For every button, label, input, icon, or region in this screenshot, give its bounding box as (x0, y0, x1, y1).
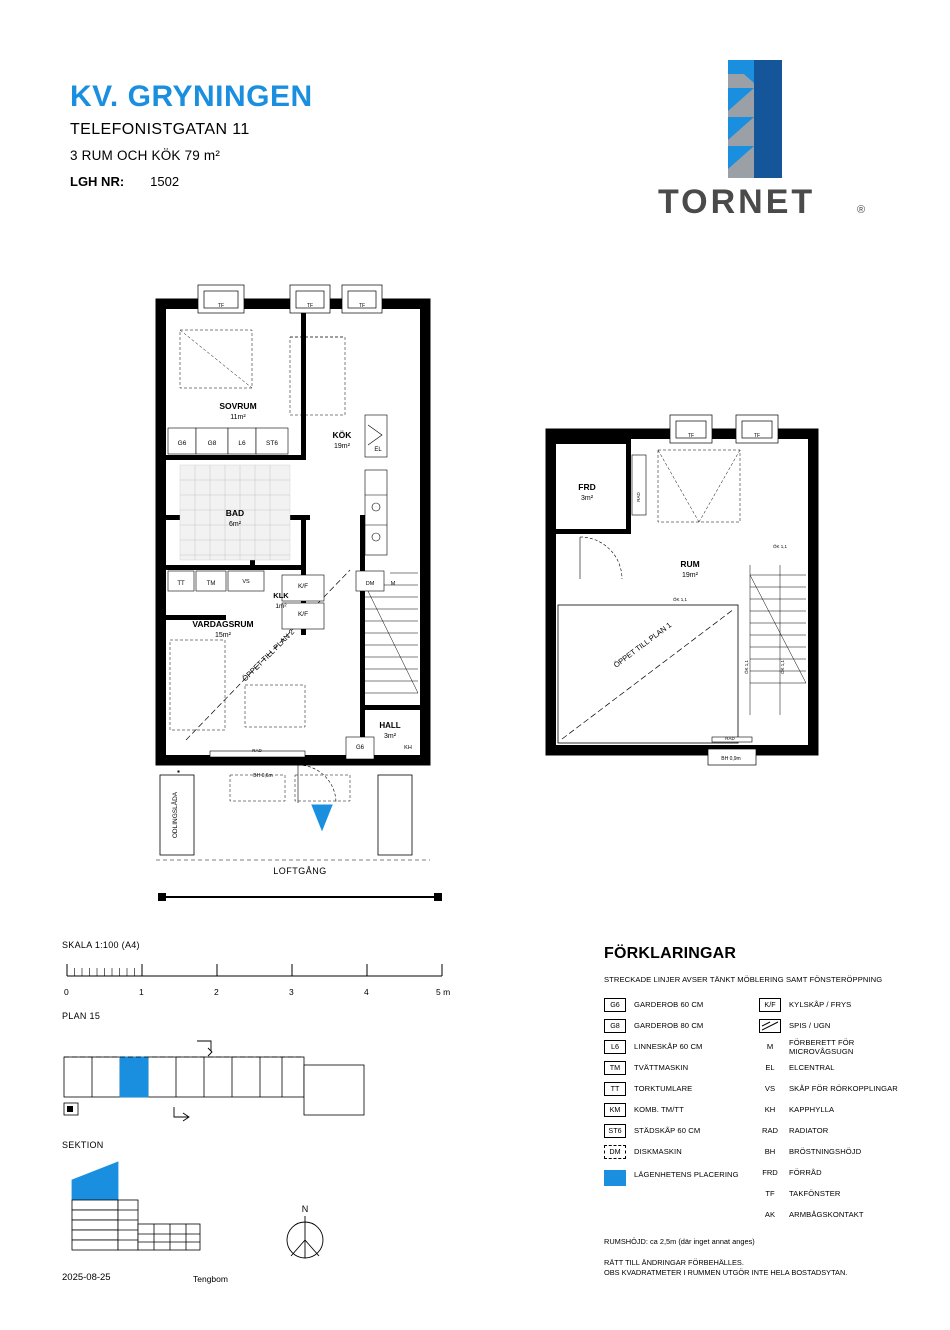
floorplan-level-2 (540, 415, 830, 805)
legend-item (604, 1078, 749, 1099)
scale-tick: 5 m (436, 987, 451, 997)
svg-text:ST6: ST6 (266, 440, 278, 447)
disclaimer (604, 1258, 904, 1279)
document-header (70, 80, 313, 189)
section-diagram (62, 1152, 302, 1257)
svg-text:VS: VS (242, 579, 250, 585)
legend-item (604, 1120, 749, 1141)
legend-item (604, 1015, 749, 1036)
page-title (70, 80, 313, 113)
legend-item (759, 1141, 904, 1162)
svg-text:G6: G6 (355, 745, 365, 751)
legend-item (759, 1162, 904, 1183)
legend-text: RADIATOR (789, 1126, 829, 1135)
legend-column-right (759, 994, 904, 1225)
scale-tick: 0 (64, 987, 69, 997)
legend-text: LÄGENHETENS PLACERING (634, 1170, 739, 1179)
legend-symbol-m: M (766, 1042, 774, 1051)
legend-symbol-stove (759, 1019, 781, 1033)
room-height-note: RUMSHÖJD: ca 2,5m (där inget annat anges) (604, 1237, 755, 1246)
title-name: GRYNINGEN (127, 80, 313, 113)
legend-text: TORKTUMLARE (634, 1084, 693, 1093)
scale-ruler (62, 960, 452, 982)
svg-text:VARDAGSRUM: VARDAGSRUM (192, 619, 254, 629)
legend-item (759, 1015, 904, 1036)
svg-text:RAD: RAD (636, 492, 641, 502)
tower-icon (728, 60, 782, 178)
legend-item (759, 1183, 904, 1204)
loftgang-bar (150, 888, 450, 906)
svg-text:TM: TM (206, 581, 216, 587)
svg-text:K/F: K/F (297, 583, 309, 590)
legend-symbol-tf: TF (765, 1189, 775, 1198)
legend-text: BRÖSTNINGSHÖJD (789, 1147, 862, 1156)
legend-symbol-frd: FRD (762, 1168, 778, 1177)
svg-text:TF: TF (306, 303, 314, 309)
scale-tick: 4 (364, 987, 369, 997)
legend-symbol-tm: TM (604, 1061, 626, 1075)
svg-text:M: M (390, 581, 396, 587)
legend-text: SKÅP FÖR RÖRKOPPLINGAR (789, 1084, 898, 1093)
scale-title: SKALA 1:100 (A4) (62, 940, 140, 950)
legend-symbol-g8: G8 (604, 1019, 626, 1033)
floorplan-level-1 (150, 285, 450, 865)
legend-item (604, 1170, 749, 1204)
svg-text:L6: L6 (238, 440, 246, 447)
svg-text:BH 0,9m: BH 0,9m (721, 756, 741, 762)
svg-text:19m²: 19m² (334, 443, 350, 450)
scale-tick: 2 (214, 987, 219, 997)
legend-column-left (604, 994, 749, 1225)
legend-note: STRECKADE LINJER AVSER TÄNKT MÖBLERING SAMT FÖNSTERÖPPNING (604, 975, 883, 984)
svg-text:3m²: 3m² (383, 733, 397, 740)
legend-symbol-apartment-location (604, 1170, 626, 1186)
legend-symbol-tt: TT (604, 1082, 626, 1096)
legend-item (759, 994, 904, 1015)
room-summary: 3 RUM OCH KÖK 79 m² (70, 148, 221, 163)
scale-tick: 1 (139, 987, 144, 997)
svg-text:EL: EL (374, 447, 382, 453)
legend-text: LINNESKÅP 60 CM (634, 1042, 703, 1051)
legend-symbol-bh: BH (764, 1147, 776, 1156)
architect-name: Tengbom (193, 1274, 228, 1284)
svg-text:RAD: RAD (252, 748, 262, 753)
tornet-logo (650, 55, 880, 225)
scale-tick: 3 (289, 987, 294, 997)
logo-wordmark: TORNET (658, 183, 816, 221)
svg-text:6m²: 6m² (228, 521, 242, 528)
legend-text: TVÄTTMASKIN (634, 1063, 689, 1072)
legend-text: ARMBÅGSKONTAKT (789, 1210, 864, 1219)
compass-north-label: N (301, 1204, 309, 1214)
legend-symbol-kf: K/F (759, 998, 781, 1012)
svg-text:KLK: KLK (273, 591, 289, 600)
legend-symbol-ak: AK (764, 1210, 776, 1219)
apartment-number-row (70, 174, 313, 189)
scale-ticks (62, 987, 462, 999)
legend-symbol-kh: KH (764, 1105, 776, 1114)
scale-block (62, 940, 462, 1021)
legend-symbol-l6: L6 (604, 1040, 626, 1054)
legend-item (759, 1120, 904, 1141)
legend-text: FÖRBERETT FÖR MICROVÅGSUGN (789, 1037, 855, 1056)
svg-text:G8: G8 (207, 440, 217, 447)
svg-text:K/F: K/F (297, 611, 309, 618)
legend-text: DISKMASKIN (634, 1147, 682, 1156)
legend-symbol-rad: RAD (761, 1126, 779, 1135)
legend-text: KOMB. TM/TT (634, 1105, 684, 1114)
legend-item (759, 1204, 904, 1225)
legend-item (604, 1099, 749, 1120)
logo-registered: ® (857, 204, 866, 216)
legend-text: ELCENTRAL (789, 1063, 835, 1072)
svg-text:TF: TF (358, 303, 366, 309)
svg-text:ÖK 1,1: ÖK 1,1 (780, 659, 785, 675)
legend-item (604, 1057, 749, 1078)
legend-symbol-g6: G6 (604, 998, 626, 1012)
svg-text:TF: TF (217, 303, 225, 309)
document-date: 2025-08-25 (62, 1272, 111, 1283)
svg-text:ÖK 1,1: ÖK 1,1 (772, 544, 788, 549)
svg-text:11m²: 11m² (230, 414, 246, 421)
legend-text: GARDEROB 60 CM (634, 1000, 704, 1009)
legend-text: KYLSKÅP / FRYS (789, 1000, 852, 1009)
legend-symbol-vs: VS (764, 1084, 776, 1093)
svg-text:ÖPPET TILL PLAN 1: ÖPPET TILL PLAN 1 (611, 620, 674, 670)
title-prefix: KV. (70, 80, 119, 113)
disclaimer-line-2: OBS KVADRATMETER I RUMMEN UTGÖR INTE HELA BOSTADSYTAN. (604, 1268, 848, 1278)
svg-text:ÖK 1,1: ÖK 1,1 (744, 659, 749, 675)
svg-text:HALL: HALL (379, 721, 401, 730)
svg-text:SOVRUM: SOVRUM (219, 401, 257, 411)
legend-text: TAKFÖNSTER (789, 1189, 841, 1198)
compass-rose (275, 1200, 335, 1262)
svg-text:BAD: BAD (225, 508, 245, 518)
svg-text:DM: DM (365, 581, 375, 587)
svg-text:TT: TT (177, 581, 185, 587)
loftgang-label: LOFTGÅNG (273, 866, 327, 876)
svg-text:KH: KH (404, 745, 412, 751)
keyplan-diagram (62, 1035, 392, 1130)
legend-item (759, 1057, 904, 1078)
svg-text:ÖPPET TILL PLAN 2: ÖPPET TILL PLAN 2 (240, 627, 297, 684)
legend-item (759, 1099, 904, 1120)
svg-text:FRD: FRD (578, 482, 596, 492)
legend-text: KAPPHYLLA (789, 1105, 835, 1114)
svg-text:BH 0,6m: BH 0,6m (253, 773, 273, 779)
legend-item (759, 1078, 904, 1099)
legend-item (604, 1036, 749, 1057)
legend-symbol-km: KM (604, 1103, 626, 1117)
apartment-number-value: 1502 (150, 174, 180, 189)
legend-item (604, 1141, 749, 1162)
svg-text:ODLINGSLÅDA: ODLINGSLÅDA (172, 791, 179, 839)
svg-text:ÖK 1,1: ÖK 1,1 (672, 597, 688, 602)
legend-text: SPIS / UGN (789, 1021, 831, 1030)
legend-item (604, 994, 749, 1015)
legend-text: FÖRRÅD (789, 1168, 822, 1177)
svg-text:15m²: 15m² (215, 632, 231, 639)
section-label: SEKTION (62, 1140, 104, 1150)
apartment-number-label: LGH NR: (70, 174, 125, 189)
svg-text:TF: TF (687, 433, 695, 439)
disclaimer-line-1: RÄTT TILL ÄNDRINGAR FÖRBEHÄLLES. (604, 1257, 744, 1267)
legend-symbol-el: EL (765, 1063, 775, 1072)
svg-text:KÖK: KÖK (332, 430, 352, 440)
svg-text:TF: TF (753, 433, 761, 439)
legend-item (759, 1036, 904, 1057)
address: TELEFONISTGATAN 11 (70, 121, 250, 138)
legend-block (604, 945, 904, 1279)
svg-text:RAD: RAD (725, 736, 735, 741)
legend-heading: FÖRKLARINGAR (604, 945, 737, 962)
keyplan-label: PLAN 15 (62, 1011, 101, 1021)
svg-text:1m²: 1m² (275, 603, 287, 610)
legend-symbol-dm: DM (604, 1145, 626, 1159)
svg-text:RUM: RUM (680, 559, 700, 569)
legend-text: GARDEROB 80 CM (634, 1021, 704, 1030)
legend-text: STÄDSKÅP 60 CM (634, 1126, 701, 1135)
svg-text:19m²: 19m² (682, 572, 698, 579)
svg-text:G6: G6 (177, 440, 187, 447)
legend-symbol-st6: ST6 (604, 1124, 626, 1138)
svg-text:3m²: 3m² (580, 495, 594, 502)
